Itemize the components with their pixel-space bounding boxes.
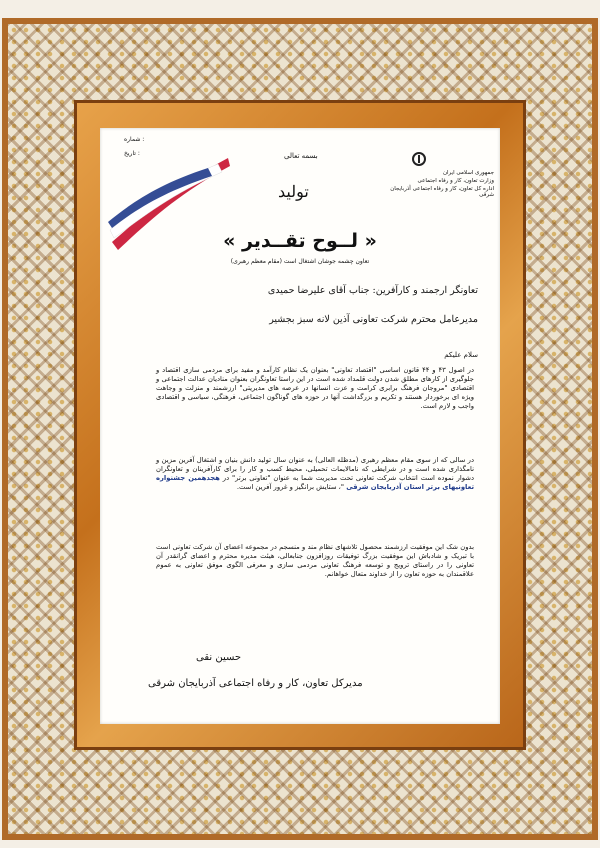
ministry-line3: اداره کل تعاون، کار و رفاه اجتماعی آذربایجان شرقی xyxy=(390,186,494,198)
number-label: شماره : xyxy=(124,136,145,143)
iran-emblem-icon xyxy=(412,152,426,166)
paragraph-2 xyxy=(156,456,474,492)
bismillah: بسمه تعالی xyxy=(284,152,318,160)
addressee-line2: مدیرعامل محترم شرکت تعاونی آذین لانه سبز بجشیر xyxy=(269,314,478,325)
certificate-subtitle: تعاون چشمه جوشان اشتغال است (مقام معظم رهبری) xyxy=(230,258,370,265)
signature-name: حسین نقی xyxy=(196,652,242,663)
ministry-line1: جمهوری اسلامی ایران xyxy=(442,170,494,176)
paragraph-2-text-b: "، ستایش برانگیز و غرور آفرین است. xyxy=(236,483,345,491)
date-label: تاریخ : xyxy=(124,150,140,157)
paragraph-3: بدون شک این موفقیت ارزشمند محصول تلاشهای نظام مند و منسجم در مجموعه اعضای آن شرکت تعاونی است با تبریک و شادباش این موفقیت بزرگ توفیقات روزافزون جنابعالی، هیئت مدیره محترم و اعضای گرانقدر آن تعاونی را در راستای ترویج و توسعه فرهنگ تعاونی مردمی سازی و معرفی الگوی موفق تعاونی به عموم علاقمندان به حوزه تعاون را از خداوند متعال خواهانم. xyxy=(156,543,474,578)
addressee-line1: تعاونگر ارجمند و کارآفرین: جناب آقای علیرضا حمیدی xyxy=(267,285,478,296)
signature-title: مدیرکل تعاون، کار و رفاه اجتماعی آذربایجان شرقی xyxy=(148,678,363,689)
ministry-line2: وزارت تعاون، کار و رفاه اجتماعی xyxy=(417,178,494,184)
certificate-title: « لــوح تقــدیر » xyxy=(223,230,377,252)
salutation: سلام علیکم xyxy=(444,351,478,359)
slogan-logo: تولید xyxy=(278,182,309,201)
paragraph-2-highlight: هجدهمین جشنواره تعاونیهای برتر استان آذربایجان شرقی xyxy=(156,474,474,491)
paragraph-2-text-a: در سالی که از سوی مقام معظم رهبری (مدظله العالی) به عنوان سال تولید دانش بنیان و اشتغال آفرین مزین و نامگذاری شده است و در شرایطی که نامالایمات تحمیلی، محیط کسب و کار را برای کارآفرینان و تعاونگران دشوار نموده است انتخاب شرکت تعاونی تحت مدیریت شما به عنوان "تعاونی برتر" در xyxy=(156,456,474,482)
paragraph-1: در اصول ۴۳ و ۴۴ قانون اساسی "اقتصاد تعاونی" بعنوان یک نظام کارآمد و مفید برای مردمی سازی اقتصاد و جلوگیری از کارهای مطلق شدن دولت قلمداد شده است در این راستا تعاونگران بعنوان منادیان عدالت اجتماعی و اقتصادی "مروجان فرهنگ برابری کرامت و عزت انسانها در عرصه های مدیریتی" ارزشمند و منزلت و وجاهت ویژه ای برخوردار هستند و تکریم و بزرگداشت آنها در حوزه های گوناگون اجتماعی، فرهنگی، سیاسی و اقتصادی واجب و لازم است. xyxy=(156,366,474,410)
